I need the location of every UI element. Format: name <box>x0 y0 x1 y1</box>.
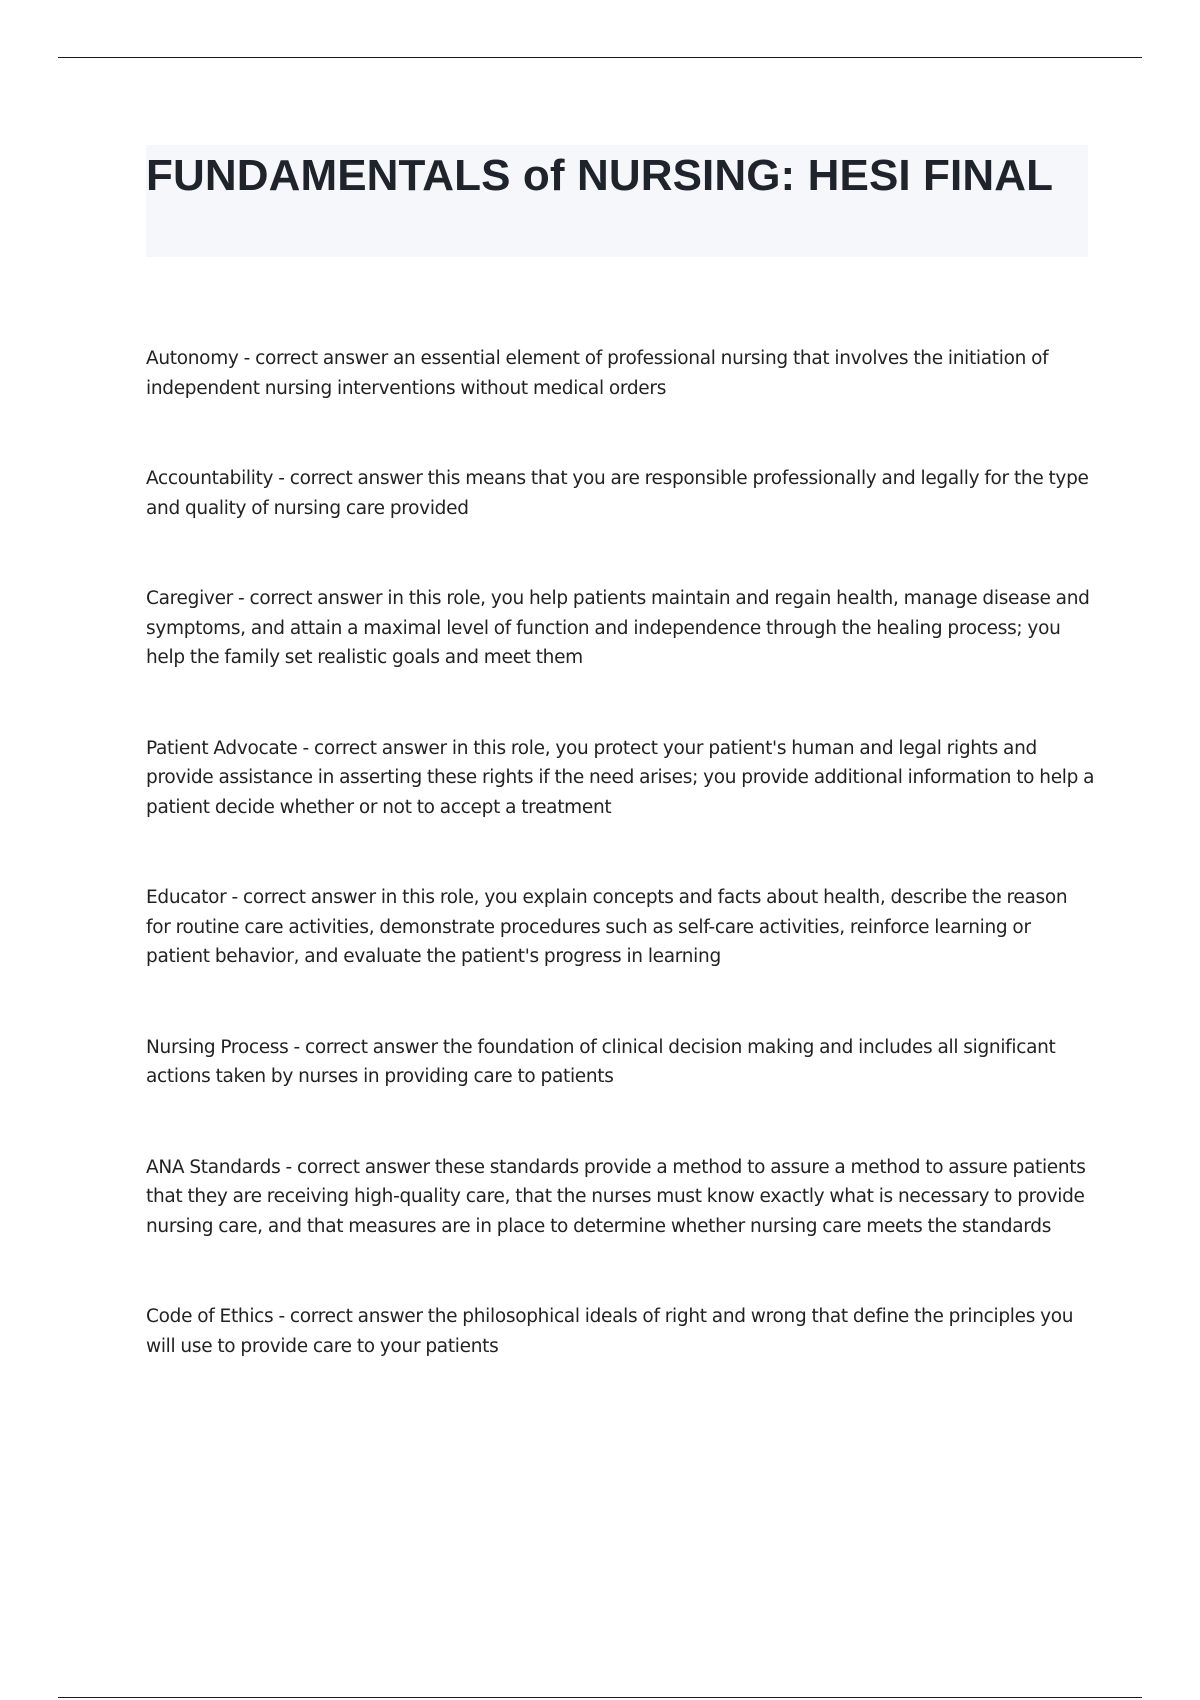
entry-nursing-process: Nursing Process - correct answer the foundation of clinical decision making and includes all significant actions taken by nurses in providing care to patients <box>146 1036 1056 1087</box>
title-box <box>146 145 1088 257</box>
entry-accountability: Accountability - correct answer this means that you are responsible professionally and legally for the type and quality of nursing care provided <box>146 468 1089 519</box>
entry-caregiver: Caregiver - correct answer in this role, you help patients maintain and regain health, manage disease and symptoms, and attain a maximal level of function and independence through the healing process; you help the family set realistic goals and meet them <box>146 588 1090 668</box>
document-title: FUNDAMENTALS of NURSING: HESI FINAL <box>146 151 1054 200</box>
top-rule <box>58 57 1142 58</box>
entry-autonomy: Autonomy - correct answer an essential element of professional nursing that involves the initiation of independent nursing interventions without medical orders <box>146 348 1049 399</box>
entry-ana-standards: ANA Standards - correct answer these standards provide a method to assure a method to assure patients that they are receiving high-quality care, that the nurses must know exactly what is necessary to provide nursing care, and that measures are in place to determine whether nursing care meets the standards <box>146 1156 1086 1237</box>
entry-list <box>146 344 1096 1361</box>
bottom-rule <box>58 1697 1142 1698</box>
entry-patient-advocate: Patient Advocate - correct answer in this role, you protect your patient's human and legal rights and provide assistance in asserting these rights if the need arises; you provide additional information to help a patient decide whether or not to accept a treatment <box>146 737 1095 818</box>
entry-educator: Educator - correct answer in this role, you explain concepts and facts about health, describe the reason for routine care activities, demonstrate procedures such as self-care activities, reinforce learning or patient behavior, and evaluate the patient's progress in learning <box>146 887 1068 967</box>
entry-code-of-ethics: Code of Ethics - correct answer the philosophical ideals of right and wrong that define the principles you will use to provide care to your patients <box>146 1306 1074 1357</box>
